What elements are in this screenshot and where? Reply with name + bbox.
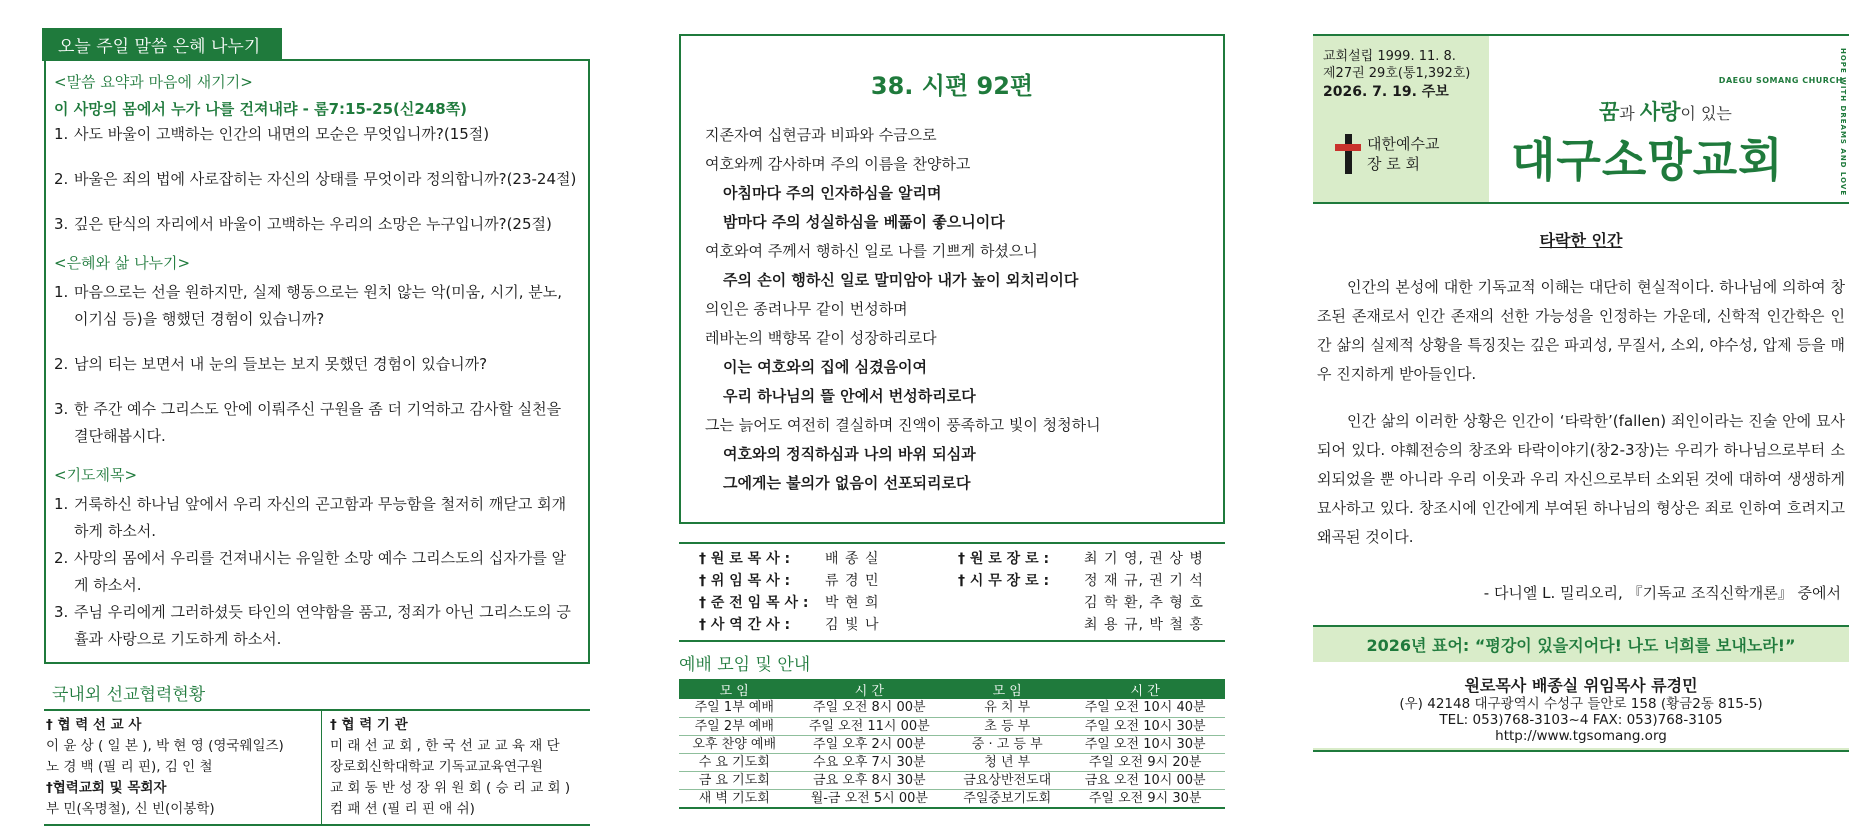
table-cell: 월-금 오전 5시 00분 bbox=[789, 789, 949, 808]
phone-fax: TEL: 053)768-3103~4 FAX: 053)768-3105 bbox=[1313, 712, 1849, 728]
middle-panel bbox=[679, 34, 1225, 809]
missionary-heading: † 협 력 선 교 사 bbox=[46, 717, 142, 733]
staff-row bbox=[958, 592, 1217, 614]
psalm-lead-line: 여호와께 감사하며 주의 이름을 찬양하고 bbox=[705, 155, 971, 173]
psalm-response-line: 여호와의 정직하심과 나의 바위 되심과 bbox=[723, 445, 976, 463]
list-item: 3. 깊은 탄식의 자리에서 바울이 고백하는 우리의 소망은 누구입니까?(25절) bbox=[54, 215, 552, 233]
column-header: 시 간 bbox=[789, 679, 949, 699]
staff-role bbox=[958, 614, 1084, 636]
column-header: 시 간 bbox=[1065, 679, 1225, 699]
table-cell: 금요 오후 8시 30분 bbox=[789, 771, 949, 789]
staff-name: 정 재 규, 권 기 석 bbox=[1084, 573, 1204, 589]
table-row bbox=[679, 717, 1225, 735]
list-item: 1. 마음으로는 선을 원하지만, 실제 행동으로는 원치 않는 악(미움, 시기, 분노, 이기심 등)을 행했던 경험이 있습니까? bbox=[54, 283, 563, 328]
essay-source: - 다니엘 L. 밀리오리, 『기독교 조직신학개론』 중에서 bbox=[1483, 584, 1841, 602]
staff-name: 류 경 민 bbox=[825, 573, 880, 589]
english-motto: HOPE WITH DREAMS AND LOVE bbox=[1839, 48, 1847, 197]
table-cell: 주일 오전 10시 40분 bbox=[1065, 699, 1225, 717]
summary-list bbox=[54, 121, 580, 238]
english-church-name: DAEGU SOMANG CHURCH bbox=[1718, 76, 1843, 85]
psalm-box bbox=[679, 34, 1225, 524]
staff-role: † 원 로 목 사 : bbox=[699, 551, 791, 567]
pastors-line: 원로목사 배종실 위임목사 류경민 bbox=[1313, 663, 1849, 696]
table-cell: 주일중보기도회 bbox=[949, 789, 1065, 808]
bulletin-info bbox=[1313, 36, 1489, 202]
bulletin-footer bbox=[1313, 625, 1849, 752]
table-cell: 수 요 기도회 bbox=[679, 753, 789, 771]
missionary-line: 노 경 백 (필 리 핀), 김 인 철 bbox=[46, 759, 213, 775]
list-item: 2. 바울은 죄의 법에 사로잡히는 자신의 상태를 무엇이라 정의합니까?(23-24절) bbox=[54, 170, 577, 188]
church-name: 대구소망교회 bbox=[1511, 133, 1784, 187]
list-item: 2. 남의 티는 보면서 내 눈의 들보는 보지 못했던 경험이 있습니까? bbox=[54, 355, 488, 373]
table-cell: 주일 오전 10시 30분 bbox=[1065, 717, 1225, 735]
staff-name: 배 종 실 bbox=[825, 551, 880, 567]
website-url[interactable]: http://www.tgsomang.org bbox=[1313, 728, 1849, 748]
denomination-line: 장 로 회 bbox=[1367, 155, 1421, 173]
table-cell: 금 요 기도회 bbox=[679, 771, 789, 789]
table-header-row bbox=[679, 679, 1225, 699]
staff-row bbox=[699, 614, 958, 636]
essay-title: 타락한 인간 bbox=[1539, 231, 1623, 250]
psalm-lines bbox=[705, 121, 1223, 498]
cross-icon bbox=[1335, 134, 1361, 174]
table-cell: 초 등 부 bbox=[949, 717, 1065, 735]
staff-name: 최 기 영, 권 상 병 bbox=[1084, 551, 1204, 567]
sharing-box bbox=[44, 59, 590, 664]
psalm-lead-line: 지존자여 십현금과 비파와 수금으로 bbox=[705, 126, 937, 144]
scripture-heading: 이 사망의 몸에서 누가 나를 건져내랴 - 롬7:15-25(신248쪽) bbox=[54, 100, 468, 118]
staff-name: 최 용 규, 박 철 홍 bbox=[1084, 617, 1204, 633]
psalm-lead-line: 여호와여 주께서 행하신 일로 나를 기쁘게 하셨으니 bbox=[705, 242, 1038, 260]
mission-col-1 bbox=[44, 711, 322, 824]
psalm-response-line: 밤마다 주의 성실하심을 베풂이 좋으니이다 bbox=[723, 213, 1005, 231]
mission-col-2 bbox=[322, 711, 590, 824]
left-panel bbox=[44, 28, 590, 826]
founded-date: 교회설립 1999. 11. 8. bbox=[1323, 49, 1456, 64]
sharing-tab-title: 오늘 주일 말씀 은혜 나누기 bbox=[42, 28, 282, 61]
staff-role: † 준 전 임 목 사 : bbox=[699, 595, 809, 611]
prayer-heading: <기도제목> bbox=[54, 466, 138, 484]
table-row bbox=[679, 753, 1225, 771]
table-cell: 주일 1부 예배 bbox=[679, 699, 789, 717]
table-cell: 주일 오전 9시 30분 bbox=[1065, 789, 1225, 808]
address: (우) 42148 대구광역시 수성구 들안로 158 (황금2동 815-5) bbox=[1313, 696, 1849, 712]
staff-row bbox=[699, 570, 958, 592]
staff-row bbox=[958, 548, 1217, 570]
table-cell: 수요 오후 7시 30분 bbox=[789, 753, 949, 771]
staff-name: 김 학 환, 추 형 호 bbox=[1084, 595, 1204, 611]
volume-number: 제27권 29호(통1,392호) bbox=[1323, 66, 1471, 81]
life-list bbox=[54, 279, 580, 450]
table-cell: 유 치 부 bbox=[949, 699, 1065, 717]
table-cell: 중 · 고 등 부 bbox=[949, 735, 1065, 753]
life-heading: <은혜와 삶 나누기> bbox=[54, 254, 191, 272]
church-logo-area bbox=[1489, 36, 1849, 202]
staff-role: † 사 역 간 사 : bbox=[699, 617, 791, 633]
table-row bbox=[679, 771, 1225, 789]
table-cell: 오후 찬양 예배 bbox=[679, 735, 789, 753]
bulletin-header bbox=[1313, 34, 1849, 204]
staff-name: 김 빛 나 bbox=[825, 617, 880, 633]
staff-row bbox=[699, 548, 958, 570]
staff-role: † 시 무 장 로 : bbox=[958, 573, 1050, 589]
partner-org-line: 컴 패 션 (필 리 핀 애 쉬) bbox=[330, 801, 475, 817]
list-item: 1. 사도 바울이 고백하는 인간의 내면의 모순은 무엇입니까?(15절) bbox=[54, 125, 490, 143]
table-cell: 주일 2부 예배 bbox=[679, 717, 789, 735]
staff-role bbox=[958, 592, 1084, 614]
table-row bbox=[679, 735, 1225, 753]
staff-name: 박 현 희 bbox=[825, 595, 880, 611]
missionary-line: 이 윤 상 ( 일 본 ), 박 현 영 (영국웨일즈) bbox=[46, 738, 284, 754]
psalm-response-line: 그에게는 불의가 없음이 선포되리로다 bbox=[723, 474, 971, 492]
bulletin-date: 2026. 7. 19. 주보 bbox=[1323, 84, 1449, 100]
list-item: 1. 거룩하신 하나님 앞에서 우리 자신의 곤고함과 무능함을 철저히 깨닫고 회개하게 하소서. bbox=[54, 495, 567, 540]
table-cell: 주일 오전 9시 20분 bbox=[1065, 753, 1225, 771]
psalm-title: 38. 시편 92편 bbox=[870, 72, 1034, 100]
essay-paragraph: 인간 삶의 이러한 상황은 인간이 ‘타락한’(fallen) 죄인이라는 진술 안에 묘사되어 있다. 야훼전승의 창조와 타락이야기(창2-3장)는 우리가 하나님으로부터 소외되었을 뿐 아니라 우리 이웃과 우리 자신으로부터 소외된 것에 대하여 생생하게 묘사하고 있다. 창조시에 인간에게 부여된 하나님의 형상은 죄로 인하여 흐려지고 왜곡된 것이다. bbox=[1317, 412, 1845, 546]
partner-org-line: 장로회신학대학교 기독교교육연구원 bbox=[330, 759, 543, 775]
table-cell: 주일 오후 2시 00분 bbox=[789, 735, 949, 753]
psalm-response-line: 아침마다 주의 인자하심을 알리며 bbox=[723, 184, 942, 202]
table-cell: 주일 오전 10시 30분 bbox=[1065, 735, 1225, 753]
table-cell: 청 년 부 bbox=[949, 753, 1065, 771]
staff-role: † 원 로 장 로 : bbox=[958, 551, 1050, 567]
summary-heading: <말씀 요약과 마음에 새기기> bbox=[54, 73, 253, 91]
worship-title: 예배 모임 및 안내 bbox=[679, 655, 811, 675]
table-row bbox=[679, 789, 1225, 808]
partner-org-line: 미 래 선 교 회 , 한 국 선 교 교 육 재 단 bbox=[330, 738, 560, 754]
list-item: 3. 주님 우리에게 그러하셨듯 타인의 연약함을 품고, 정죄가 아닌 그리스도의 긍휼과 사랑으로 기도하게 하소서. bbox=[54, 603, 571, 648]
partner-church-heading: †협력교회 및 목회자 bbox=[46, 780, 167, 796]
staff-row bbox=[958, 614, 1217, 636]
mission-table bbox=[44, 711, 590, 826]
partner-org-line: 교 회 동 반 성 장 위 원 회 ( 승 리 교 회 ) bbox=[330, 780, 571, 796]
staff-row bbox=[958, 570, 1217, 592]
psalm-lead-line: 의인은 종려나무 같이 번성하며 bbox=[705, 300, 908, 318]
year-motto: 2026년 표어: “평강이 있을지어다! 나도 너희를 보내노라!” bbox=[1313, 627, 1849, 663]
table-cell: 주일 오전 8시 00분 bbox=[789, 699, 949, 717]
partner-org-heading: † 협 력 기 관 bbox=[330, 717, 408, 733]
denomination-line: 대한예수교 bbox=[1367, 135, 1440, 153]
table-cell: 금요상반전도대 bbox=[949, 771, 1065, 789]
denomination bbox=[1335, 134, 1439, 174]
column-header: 모 임 bbox=[949, 679, 1065, 699]
staff-row bbox=[699, 592, 958, 614]
column-header: 모 임 bbox=[679, 679, 789, 699]
prayer-list bbox=[54, 491, 580, 653]
table-row bbox=[679, 699, 1225, 717]
staff-list bbox=[679, 542, 1225, 642]
list-item: 3. 한 주간 예수 그리스도 안에 이뤄주신 구원을 좀 더 기억하고 감사할 실천을 결단해봅시다. bbox=[54, 400, 562, 445]
staff-role: † 위 임 목 사 : bbox=[699, 573, 791, 589]
list-item: 2. 사망의 몸에서 우리를 건져내시는 유일한 소망 예수 그리스도의 십자가를 알게 하소서. bbox=[54, 549, 567, 594]
mission-title: 국내외 선교협력현황 bbox=[44, 680, 590, 711]
table-cell: 금요 오전 10시 00분 bbox=[1065, 771, 1225, 789]
psalm-lead-line: 그는 늙어도 여전히 결실하며 진액이 풍족하고 빛이 청청하니 bbox=[705, 416, 1101, 434]
psalm-lead-line: 레바논의 백향목 같이 성장하리로다 bbox=[705, 329, 937, 347]
staff-col-right bbox=[958, 548, 1217, 636]
table-cell: 주일 오전 11시 00분 bbox=[789, 717, 949, 735]
essay-paragraph: 인간의 본성에 대한 기독교적 이해는 대단히 현실적이다. 하나님에 의하여 창조된 존재로서 인간 존재의 선한 가능성을 인정하는 가운데, 신학적 인간학은 인간 삶의 실제적 상황을 특징짓는 깊은 파괴성, 무질서, 소외, 야수성, 압제 등을 매우 진지하게 받아들인다. bbox=[1317, 278, 1845, 383]
psalm-response-line: 주의 손이 행하신 일로 말미암아 내가 높이 외치리이다 bbox=[723, 271, 1079, 289]
psalm-response-line: 우리 하나님의 뜰 안에서 번성하리로다 bbox=[723, 387, 976, 405]
right-panel bbox=[1313, 34, 1849, 752]
table-cell: 새 벽 기도회 bbox=[679, 789, 789, 808]
psalm-response-line: 이는 여호와의 집에 심겼음이여 bbox=[723, 358, 928, 376]
church-slogan: 꿈과 사랑이 있는 bbox=[1599, 100, 1732, 124]
staff-col-left bbox=[699, 548, 958, 636]
partner-church-line: 부 민(옥명철), 신 빈(이봉학) bbox=[46, 801, 215, 817]
essay-body bbox=[1313, 273, 1849, 552]
worship-table bbox=[679, 679, 1225, 809]
